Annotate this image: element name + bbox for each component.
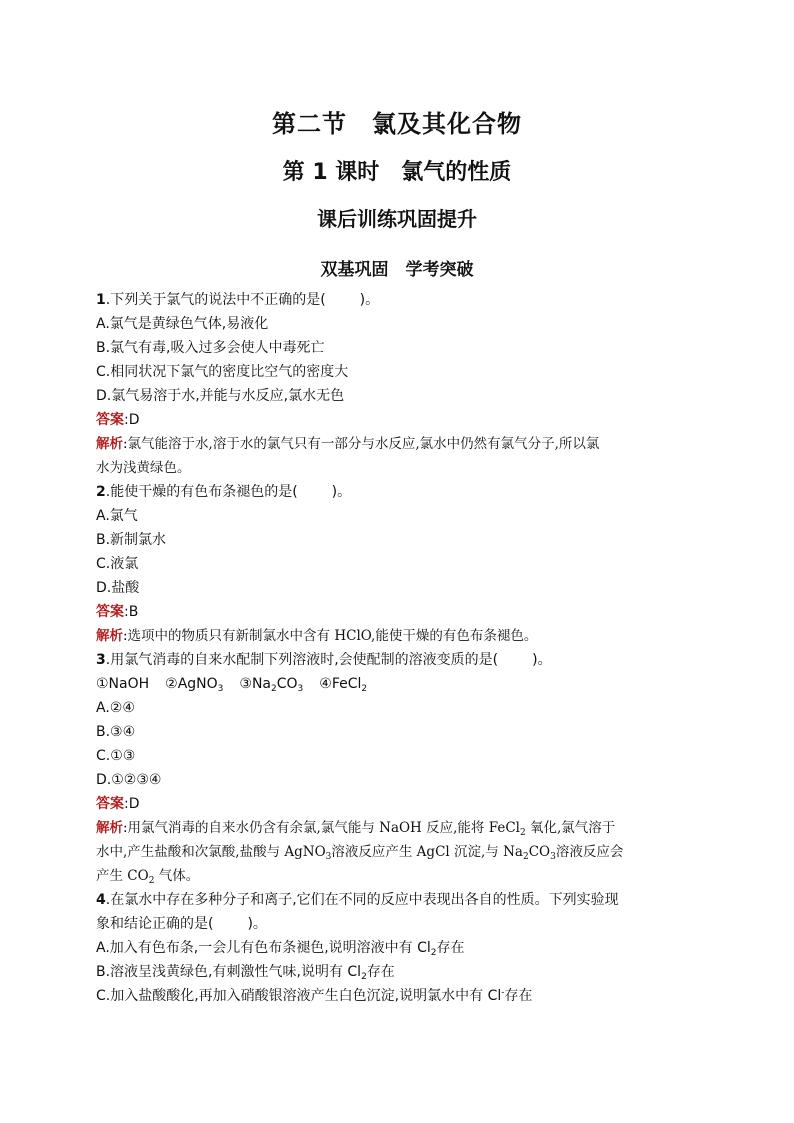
- option-a: A.加入有色布条,一会儿有色布条褪色,说明溶液中有 $Cl_2$存在: [96, 940, 465, 958]
- lesson-title: 第 1 课时 氯气的性质: [282, 160, 512, 185]
- question-number: 3: [96, 652, 106, 668]
- question-4-stem-cont: 象和结论正确的是( )。: [96, 916, 267, 932]
- option-b: B.新制氯水: [96, 532, 167, 548]
- explanation-label: 解析: [96, 628, 123, 644]
- answer-label: 答案: [96, 412, 124, 428]
- substance-item: ①NaOH: [96, 676, 150, 692]
- answer-value: :D: [124, 796, 140, 812]
- explanation-label: 解析: [96, 820, 123, 836]
- option-a: A.②④: [96, 700, 135, 716]
- question-text-end: )。: [532, 652, 552, 668]
- option-b: B.氯气有毒,吸入过多会使人中毒死亡: [96, 340, 325, 356]
- question-number: 2: [96, 484, 106, 500]
- explanation-line: 解析:用氯气消毒的自来水仍含有余氯,氯气能与 NaOH 反应,能将 FeCl$_2$ 氧化,氯气溶于: [96, 820, 616, 838]
- part-title: 双基巩固 学考突破: [320, 260, 474, 280]
- substance-item: ②AgNO$_3$: [165, 676, 224, 694]
- question-text: .下列关于氯气的说法中不正确的是(: [105, 292, 326, 308]
- answer-label: 答案: [96, 796, 124, 812]
- answer-line: [96, 408, 696, 432]
- explanation-line: [96, 624, 696, 648]
- explanation-line: 产生 $CO_2$ 气体。: [96, 868, 200, 886]
- option-c: C.加入盐酸酸化,再加入硝酸银溶液产生白色沉淀,说明氯水中有 Cl-存在: [96, 987, 533, 1004]
- question-3-stem: [96, 648, 696, 672]
- question-text-end: )。: [331, 484, 352, 500]
- substance-item: ④FeCl$_2$: [319, 676, 368, 694]
- option-b: B.③④: [96, 724, 136, 740]
- substance-list: [96, 672, 696, 696]
- exercise-content: [96, 288, 696, 1008]
- answer-value: :B: [124, 604, 139, 620]
- explanation-line: 水为浅黄绿色。: [96, 460, 191, 476]
- answer-label: 答案: [96, 604, 124, 620]
- section-title: 第二节 氯及其化合物: [272, 110, 522, 138]
- question-text: .用氯气消毒的自来水配制下列溶液时,会使配制的溶液变质的是(: [105, 652, 499, 668]
- explanation-text: :选项中的物质只有新制氯水中含有 HClO,能使干燥的有色布条褪色。: [123, 628, 538, 644]
- answer-line: [96, 792, 696, 816]
- option-d: D.氯气易溶于水,并能与水反应,氯水无色: [96, 388, 345, 404]
- answer-line: [96, 600, 696, 624]
- answer-value: :D: [124, 412, 140, 428]
- question-text: .在氯水中存在多种分子和离子,它们在不同的反应中表现出各自的性质。下列实验现: [105, 892, 619, 908]
- explanation-line: 水中,产生盐酸和次氯酸,盐酸与 AgNO$_3$溶液反应产生 AgCl 沉淀,与 $Na_2CO_3$溶液反应会: [96, 844, 624, 862]
- option-c: C.相同状况下氯气的密度比空气的密度大: [96, 364, 349, 380]
- explanation-line: [96, 432, 696, 456]
- question-1-stem: [96, 288, 696, 312]
- explanation-label: 解析: [96, 436, 123, 452]
- option-a: A.氯气: [96, 508, 138, 524]
- option-b: B.溶液呈浅黄绿色,有刺激性气味,说明有 $Cl_2$存在: [96, 964, 395, 982]
- subtitle: 课后训练巩固提升: [317, 207, 477, 231]
- option-c: C.液氯: [96, 556, 139, 572]
- question-4-stem: [96, 888, 696, 912]
- question-text: .能使干燥的有色布条褪色的是(: [105, 484, 298, 500]
- question-number: 1: [96, 292, 106, 308]
- option-d: D.①②③④: [96, 772, 162, 788]
- explanation-text: :氯气能溶于水,溶于水的氯气只有一部分与水反应,氯水中仍然有氯气分子,所以氯: [123, 436, 600, 452]
- option-d: D.盐酸: [96, 580, 140, 596]
- substance-item: $③Na_2CO_3$: [239, 676, 304, 694]
- option-a: A.氯气是黄绿色气体,易液化: [96, 316, 269, 332]
- question-number: 4: [96, 892, 106, 908]
- question-text-end: )。: [359, 292, 380, 308]
- option-c: C.①③: [96, 748, 136, 764]
- question-2-stem: [96, 480, 696, 504]
